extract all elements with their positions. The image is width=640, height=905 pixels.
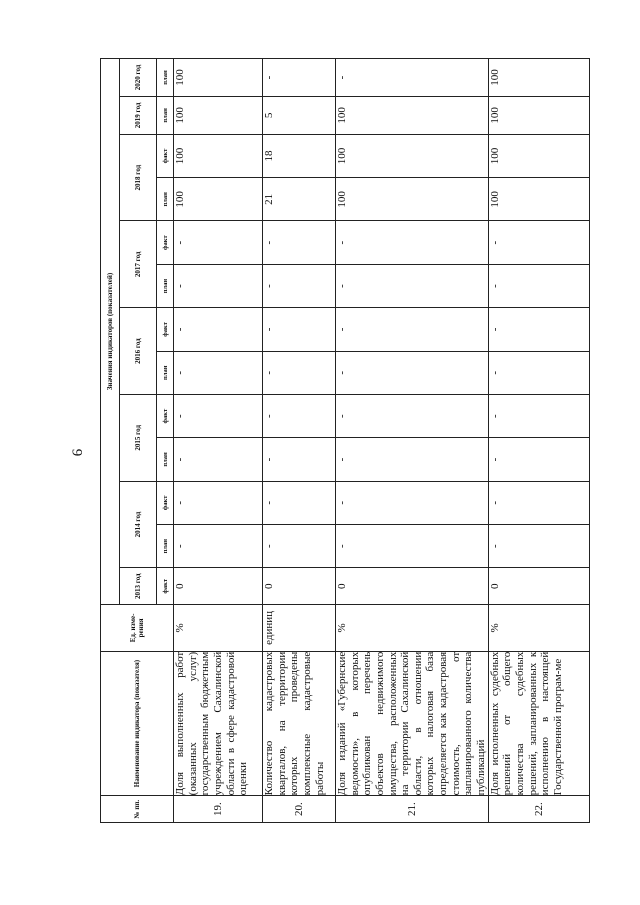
table-row	[174, 59, 263, 823]
value-cell: 21	[263, 178, 336, 221]
table-row	[263, 59, 336, 823]
value-cell: 100	[174, 134, 263, 177]
indicator-name: Количество кадастровых кварталов, на территории которых проведены комплексные кадастровые работы	[263, 651, 336, 796]
sub-plan: план	[157, 264, 174, 307]
value-cell: -	[336, 59, 489, 97]
value-cell: -	[488, 264, 589, 307]
value-cell: -	[263, 525, 336, 568]
value-cell: -	[336, 308, 489, 351]
value-cell: -	[174, 221, 263, 264]
value-cell: -	[488, 481, 589, 524]
value-cell: -	[488, 525, 589, 568]
value-cell: 100	[336, 134, 489, 177]
header-year-2015: 2015 год	[120, 394, 157, 481]
sub-plan: план	[157, 438, 174, 481]
sub-plan: план	[157, 351, 174, 394]
value-cell: 100	[336, 96, 489, 134]
value-cell: -	[488, 438, 589, 481]
value-cell: 100	[336, 178, 489, 221]
header-year-2013: 2013 год	[120, 568, 157, 605]
value-cell: 0	[174, 568, 263, 605]
indicator-name: Доля выполненных работ (оказанных услуг) государственным бюджетным учреждением Сахалинской области в сфере кадастровой оценки	[174, 651, 263, 796]
unit-cell: единиц	[263, 605, 336, 652]
header-year-2017: 2017 год	[120, 221, 157, 308]
row-number: 19.	[174, 796, 263, 823]
value-cell: -	[336, 394, 489, 437]
unit-cell: %	[488, 605, 589, 652]
value-cell: -	[263, 264, 336, 307]
row-number: 20.	[263, 796, 336, 823]
page-number: 9	[68, 448, 85, 457]
sub-fact: факт	[157, 481, 174, 524]
value-cell: 18	[263, 134, 336, 177]
sub-fact: факт	[157, 568, 174, 605]
row-number: 21.	[336, 796, 489, 823]
value-cell: -	[174, 481, 263, 524]
sub-plan: план	[157, 59, 174, 97]
sub-plan: план	[157, 96, 174, 134]
value-cell: -	[174, 394, 263, 437]
indicator-name: Доля исполненных судебных решений от общего количества судебных решений, запланированных к исполнению в настоящей Государственной програм-ме	[488, 651, 589, 796]
row-number: 22.	[488, 796, 589, 823]
unit-cell: %	[336, 605, 489, 652]
value-cell: -	[488, 394, 589, 437]
value-cell: -	[336, 264, 489, 307]
header-year-2019: 2019 год	[120, 96, 157, 134]
indicator-table-rotated	[100, 58, 564, 823]
value-cell: 100	[488, 134, 589, 177]
indicator-name: Доля изданий «Губернские ведомости», в которых опубликован перечень объектов недвижимого имущества, расположенных на территории Сахалинской области, в отношении которых налоговая база определяется как кадастровая стоимость, от запланированного количества публикаций	[336, 651, 488, 796]
value-cell: -	[263, 351, 336, 394]
value-cell: 100	[174, 96, 263, 134]
sub-plan: план	[157, 178, 174, 221]
header-year-2016: 2016 год	[120, 308, 157, 395]
value-cell: 0	[488, 568, 589, 605]
header-year-2018: 2018 год	[120, 134, 157, 221]
table-row	[488, 59, 589, 823]
value-cell: 100	[174, 178, 263, 221]
value-cell: 0	[263, 568, 336, 605]
value-cell: -	[263, 59, 336, 97]
value-cell: -	[488, 221, 589, 264]
table-row	[336, 59, 489, 823]
value-cell: -	[263, 394, 336, 437]
value-cell: -	[263, 438, 336, 481]
header-no: № пп.	[101, 796, 174, 823]
indicator-table	[100, 58, 590, 823]
value-cell: 100	[174, 59, 263, 97]
sub-fact: факт	[157, 134, 174, 177]
sub-plan: план	[157, 525, 174, 568]
value-cell: -	[263, 481, 336, 524]
value-cell: -	[174, 264, 263, 307]
header-year-2014: 2014 год	[120, 481, 157, 568]
unit-cell: %	[174, 605, 263, 652]
value-cell: -	[174, 351, 263, 394]
value-cell: -	[336, 438, 489, 481]
header-year-2020: 2020 год	[120, 59, 157, 97]
value-cell: 5	[263, 96, 336, 134]
value-cell: -	[174, 308, 263, 351]
sub-fact: факт	[157, 221, 174, 264]
value-cell: -	[174, 438, 263, 481]
value-cell: -	[263, 308, 336, 351]
value-cell: -	[336, 481, 489, 524]
value-cell: 100	[488, 59, 589, 97]
value-cell: -	[174, 525, 263, 568]
value-cell: 100	[488, 178, 589, 221]
header-unit: Ед. изме-рения	[101, 605, 174, 652]
value-cell: 0	[336, 568, 489, 605]
value-cell: 100	[488, 96, 589, 134]
value-cell: -	[336, 525, 489, 568]
value-cell: -	[263, 221, 336, 264]
value-cell: -	[488, 351, 589, 394]
sub-fact: факт	[157, 394, 174, 437]
value-cell: -	[336, 221, 489, 264]
header-name: Наименование индикатора (показателя)	[101, 651, 174, 796]
value-cell: -	[488, 308, 589, 351]
header-values: Значения индикаторов (показателей)	[101, 59, 120, 605]
value-cell: -	[336, 351, 489, 394]
sub-fact: факт	[157, 308, 174, 351]
